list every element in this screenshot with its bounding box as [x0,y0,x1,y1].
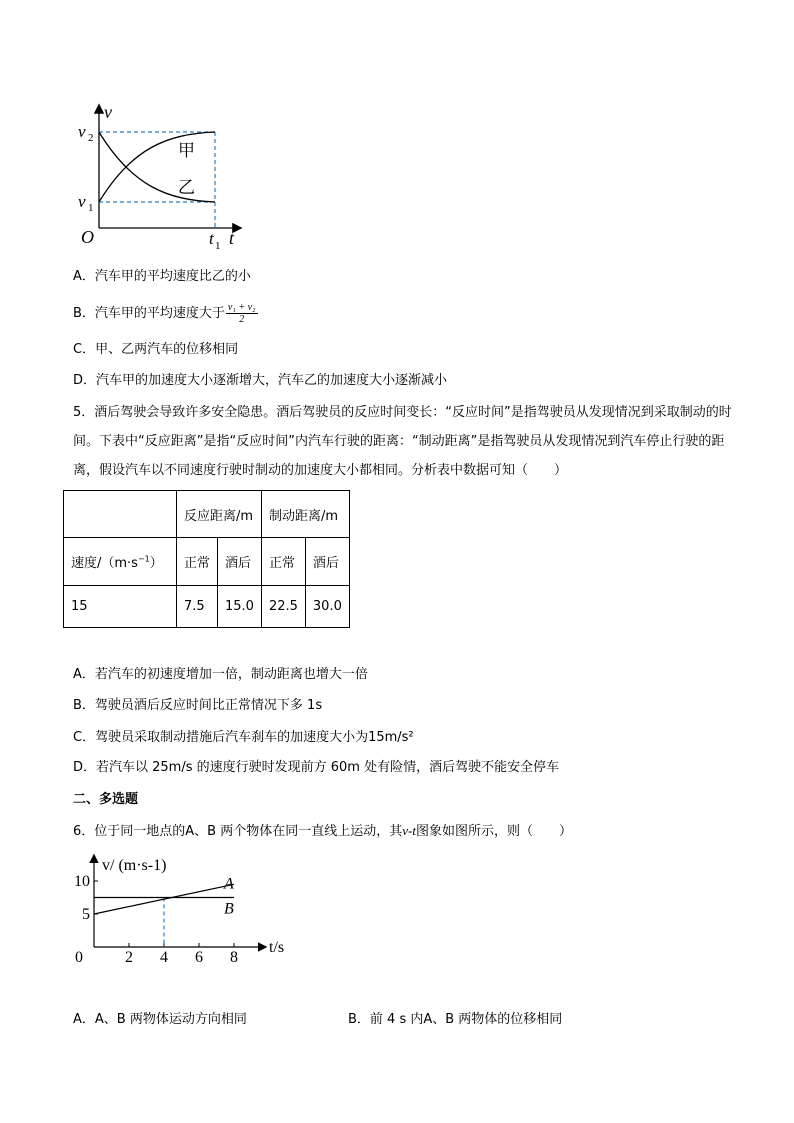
y-tick-label: 5 [82,906,90,923]
y-axis-label: v/ (m·s-1) [102,857,167,874]
table-data-row [64,586,350,628]
row-label-end: ） [149,556,163,571]
q5-stem: 5．酒后驾驶会导致许多安全隐患。酒后驾驶员的反应时间变长：“反应时间”是指驾驶员从发现情况到采取制动的时间。下表中“反应距离”是指“反应时间”内汽车行驶的距离：“制动距离”是指驾驶员从发现情况到汽车停止行驶的距离，假设汽车以不同速度行驶时制动的加速度大小都相同。分析表中数据可知（ ） [73,405,732,478]
q4-option-a: A．汽车甲的平均速度比乙的小 [73,269,251,284]
v1-subscript: 1 [88,202,94,214]
fraction-denominator: 2 [239,314,245,325]
table-value: 30.0 [305,586,349,628]
q6-stem-prefix: 6．位于同一地点的A、B 两个物体在同一直线上运动，其 [73,824,403,839]
table-drunk-braking: 酒后 [305,538,349,586]
label-jia: 甲 [178,141,195,161]
x-tick-label: 2 [125,949,133,965]
origin-label: O [81,227,94,247]
x-tick-label: 6 [195,949,203,965]
x-axis-label: t/s [269,939,285,956]
row-label-sup: −1 [137,554,150,564]
q6-option-b: B．前 4 s 内A、B 两物体的位移相同 [348,1012,563,1027]
v1-label: v [78,192,86,211]
axis-t-label: t [229,228,235,248]
table-value: 15.0 [218,586,262,628]
table-subheader-row [64,538,350,586]
v2-label: v [78,122,86,141]
x-tick-label: 0 [75,949,83,965]
series-label-A: A [224,875,234,893]
q6-stem-vt: v-t [402,823,416,838]
table-header-braking: 制动距离/m [261,491,349,538]
q6-stem-suffix: 图象如图所示，则（ ） [415,824,572,839]
table-header-row [64,491,350,538]
q5-option-b: B．驾驶员酒后反应时间比正常情况下多 1s [73,698,323,713]
q4-option-b [73,302,258,325]
figure-ab-vt-chart [72,850,302,965]
series-line-A [94,884,234,914]
table-value: 22.5 [261,586,305,628]
series-label-B: B [224,900,234,918]
y-tick-label: 10 [74,873,90,890]
q4-option-b-fraction [226,302,258,325]
table-empty-cell [64,491,177,538]
t1-label: t [209,229,214,248]
v2-subscript: 2 [88,132,94,144]
curve-jia [99,132,215,202]
q6-stem [73,822,572,841]
q5-option-a: A．若汽车的初速度增加一倍，制动距离也增大一倍 [73,667,368,682]
figure-jia-yi-vt-graph [72,98,252,258]
t1-subscript: 1 [215,240,221,252]
curve-yi [99,132,215,202]
axis-v-label: v [104,102,112,122]
q4-option-c: C．甲、乙两汽车的位移相同 [73,342,239,357]
x-tick-label: 8 [230,949,238,965]
row-label-text: 速度/（m·s [71,556,138,571]
q4-option-d: D．汽车甲的加速度大小逐渐增大，汽车乙的加速度大小逐渐减小 [73,373,448,388]
section-heading-multi-choice: 二、多选题 [73,792,139,807]
q4-option-b-text: B．汽车甲的平均速度大于 [73,306,225,321]
q6-option-a: A．A、B 两物体运动方向相同 [73,1012,247,1027]
q5-option-c: C．驾驶员采取制动措施后汽车刹车的加速度大小为15m/s² [73,730,414,745]
table-row-label [64,538,177,586]
label-yi: 乙 [178,178,195,198]
table-normal-braking: 正常 [261,538,305,586]
q5-data-table [63,490,350,628]
table-drunk-reaction: 酒后 [218,538,262,586]
table-speed: 15 [64,586,177,628]
table-header-reaction: 反应距离/m [177,491,262,538]
table-normal-reaction: 正常 [177,538,218,586]
table-value: 7.5 [177,586,218,628]
q5-option-d: D．若汽车以 25m/s 的速度行驶时发现前方 60m 处有险情，酒后驾驶不能安全停车 [73,760,560,775]
x-tick-label: 4 [160,949,168,965]
fraction-numerator: v₁ + v₂ [227,302,256,313]
